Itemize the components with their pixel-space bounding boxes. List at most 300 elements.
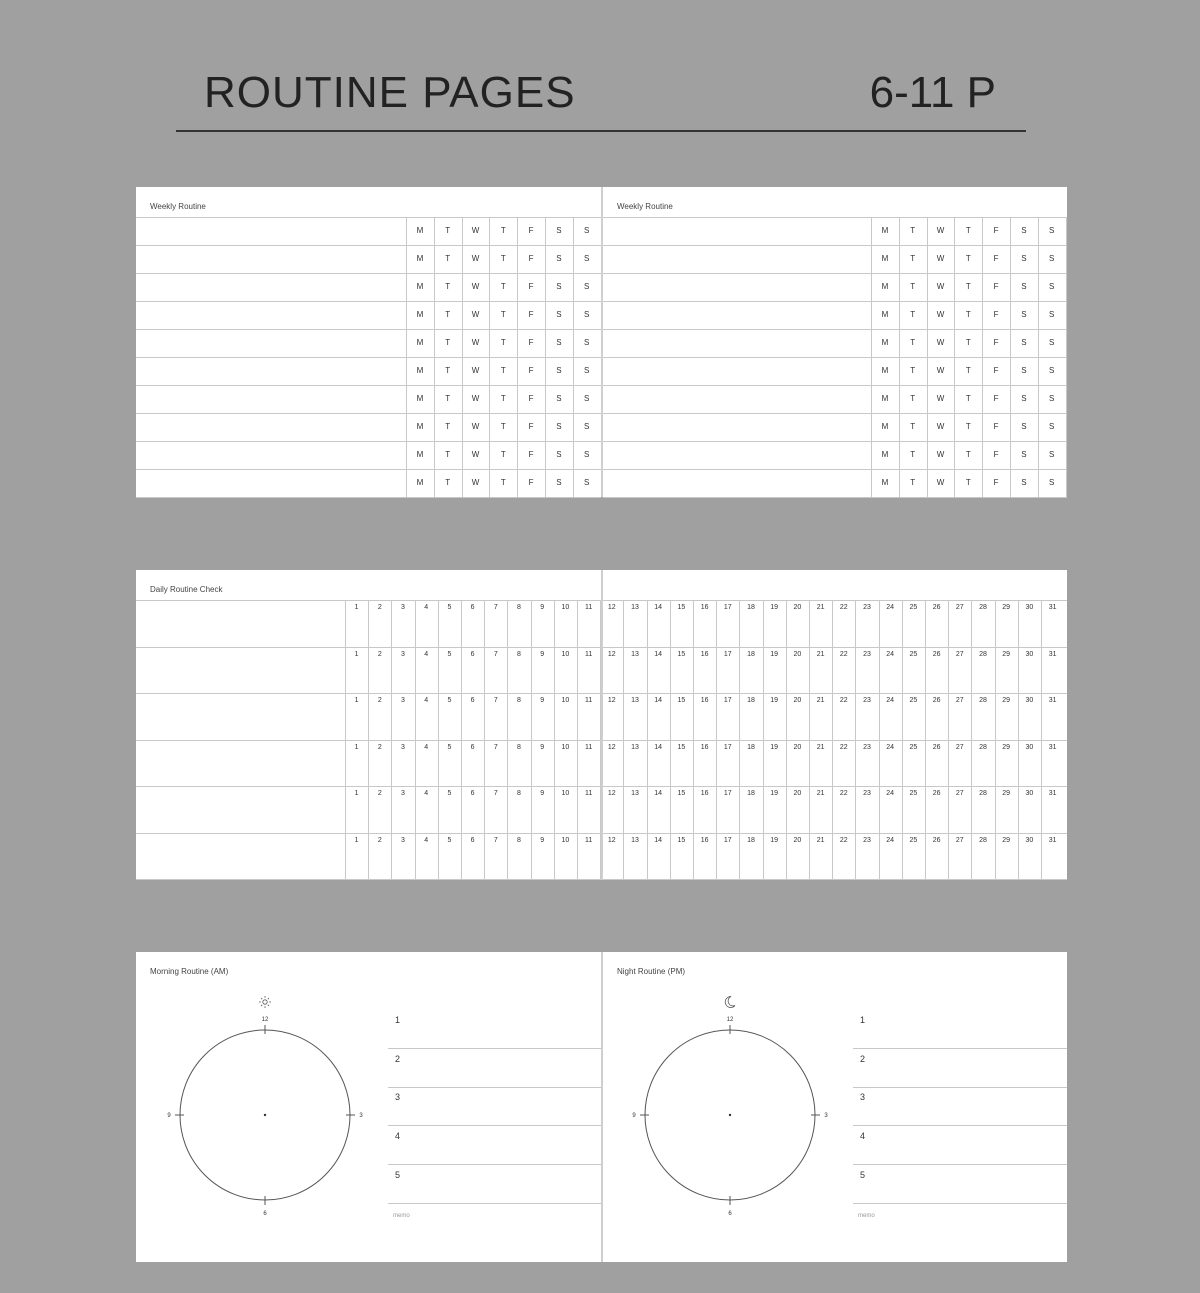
routine-line[interactable] [388, 1087, 601, 1088]
day-number: 15 [677, 836, 686, 844]
weekday-label: W [936, 282, 945, 291]
weekday-label: T [445, 310, 451, 319]
day-number: 22 [839, 697, 848, 704]
column-divider [899, 217, 900, 497]
column-divider [809, 600, 810, 879]
column-divider [1066, 217, 1067, 497]
weekday-label: T [910, 338, 916, 347]
weekday-label: M [881, 422, 889, 431]
day-number: 27 [955, 697, 964, 704]
weekday-label: W [936, 226, 945, 235]
clock-label-9: 9 [632, 1113, 636, 1119]
weekday-label: T [910, 394, 916, 403]
day-number: 25 [909, 604, 918, 611]
day-number: 30 [1025, 697, 1034, 704]
day-number: 27 [955, 650, 964, 658]
day-number: 21 [816, 743, 825, 751]
weekday-label: T [910, 226, 916, 235]
column-divider [368, 600, 369, 879]
column-divider [531, 600, 532, 879]
day-number: 22 [839, 604, 848, 611]
morning-title: Morning Routine (AM) [150, 967, 229, 976]
weekday-label: S [1021, 422, 1027, 431]
weekday-label: W [471, 310, 480, 319]
day-number: 19 [770, 790, 779, 797]
weekday-label: T [910, 422, 916, 431]
day-number: 13 [631, 836, 639, 844]
weekday-label: S [1021, 366, 1027, 375]
day-number: 6 [470, 650, 475, 658]
day-number: 29 [1002, 790, 1011, 797]
day-number: 22 [839, 836, 848, 844]
day-number: 14 [654, 650, 663, 658]
column-divider [927, 217, 928, 497]
column-divider [739, 600, 740, 879]
weekday-label: S [556, 394, 562, 403]
night-title: Night Routine (PM) [617, 967, 686, 976]
weekday-label: M [416, 226, 424, 235]
weekday-label: S [556, 478, 562, 487]
weekday-label: W [471, 422, 480, 431]
day-number: 18 [747, 650, 755, 658]
am-pm-routine-spread [136, 952, 1067, 1262]
day-number: 1 [354, 790, 359, 797]
weekday-label: T [965, 338, 971, 347]
weekday-label: F [528, 226, 534, 235]
day-number: 27 [955, 743, 964, 751]
day-number: 18 [747, 743, 755, 751]
column-divider [879, 600, 880, 879]
row-divider [136, 413, 601, 414]
weekday-label: S [1049, 450, 1055, 459]
day-number: 24 [886, 836, 895, 844]
weekday-label: W [471, 282, 480, 291]
column-divider [461, 600, 462, 879]
day-number: 31 [1048, 790, 1057, 797]
routine-item-number: 4 [860, 1131, 866, 1142]
day-number: 18 [747, 836, 755, 844]
day-number: 20 [793, 790, 802, 797]
weekday-label: F [993, 422, 999, 431]
day-number: 1 [354, 650, 359, 658]
day-number: 12 [607, 650, 616, 658]
day-number: 2 [377, 743, 382, 751]
day-number: 10 [561, 836, 570, 844]
weekday-label: W [936, 338, 945, 347]
day-number: 19 [770, 650, 779, 658]
day-number: 6 [470, 790, 475, 797]
weekday-label: F [528, 254, 534, 263]
weekday-label: S [556, 310, 562, 319]
row-divider [603, 357, 1067, 358]
weekday-label: M [416, 478, 424, 487]
weekday-label: W [936, 422, 945, 431]
weekday-label: T [965, 394, 971, 403]
weekday-label: M [416, 450, 424, 459]
day-number: 23 [863, 650, 871, 658]
day-number: 30 [1025, 836, 1034, 844]
row-divider [136, 385, 601, 386]
weekday-label: S [1049, 282, 1055, 291]
day-number: 16 [700, 790, 709, 797]
column-divider [693, 600, 694, 879]
weekday-label: T [965, 450, 971, 459]
day-number: 15 [677, 790, 686, 797]
day-number: 10 [561, 790, 570, 797]
weekday-label: T [500, 254, 506, 263]
morning-routine-page [136, 952, 601, 1262]
day-number: 28 [979, 743, 987, 751]
row-divider [603, 273, 1067, 274]
weekday-label: S [1021, 450, 1027, 459]
day-number: 9 [540, 604, 545, 611]
weekday-label: S [1021, 478, 1027, 487]
day-number: 11 [584, 790, 593, 797]
weekday-label: S [1021, 254, 1027, 263]
routine-line[interactable] [853, 1048, 1067, 1049]
day-number: 30 [1025, 604, 1034, 611]
weekday-label: S [1021, 338, 1027, 347]
moon-icon [725, 996, 735, 1007]
weekday-label: S [1021, 310, 1027, 319]
weekday-label: T [910, 310, 916, 319]
weekday-label: S [1049, 226, 1055, 235]
day-number: 4 [424, 743, 429, 751]
weekday-label: M [416, 394, 424, 403]
clock-label-9: 9 [167, 1113, 171, 1119]
weekday-label: T [910, 254, 916, 263]
weekday-label: T [910, 366, 916, 375]
night-memo-label: memo [858, 1213, 875, 1219]
day-number: 22 [839, 790, 848, 797]
sun-icon [259, 996, 271, 1008]
day-number: 21 [816, 790, 825, 797]
weekday-label: M [881, 450, 889, 459]
routine-line[interactable] [853, 1203, 1067, 1204]
weekday-label: T [445, 478, 451, 487]
day-number: 23 [863, 604, 871, 611]
day-number: 9 [540, 697, 545, 704]
day-number: 16 [700, 650, 709, 658]
weekday-label: T [500, 450, 506, 459]
day-number: 10 [561, 743, 570, 751]
day-number: 25 [909, 790, 918, 797]
day-number: 8 [517, 790, 521, 797]
column-divider [925, 600, 926, 879]
day-number: 20 [793, 604, 802, 611]
routine-line[interactable] [388, 1125, 601, 1126]
day-number: 5 [447, 836, 452, 844]
routine-line[interactable] [388, 1164, 601, 1165]
weekly-routine-spread [136, 187, 1067, 497]
day-number: 18 [747, 697, 755, 704]
day-number: 29 [1002, 604, 1011, 611]
day-number: 11 [584, 836, 593, 844]
row-divider [136, 301, 601, 302]
day-number: 4 [424, 697, 429, 704]
column-divider [489, 217, 490, 497]
clock-label-12: 12 [726, 1017, 734, 1023]
day-number: 23 [863, 790, 871, 797]
day-number: 8 [517, 604, 521, 611]
day-number: 31 [1048, 604, 1057, 611]
weekday-label: S [556, 422, 562, 431]
clock-label-6: 6 [263, 1211, 267, 1217]
day-number: 31 [1048, 743, 1057, 751]
day-number: 20 [793, 743, 802, 751]
day-number: 16 [700, 697, 709, 704]
day-number: 5 [447, 697, 452, 704]
night-clock [631, 994, 831, 1219]
day-number: 18 [747, 604, 755, 611]
row-divider [603, 497, 1067, 498]
day-number: 12 [607, 604, 616, 611]
weekday-label: F [528, 282, 534, 291]
day-number: 14 [654, 697, 663, 704]
weekday-label: S [556, 282, 562, 291]
day-number: 11 [584, 697, 593, 704]
weekly-routine-left-page [136, 187, 601, 497]
weekday-label: S [584, 282, 590, 291]
day-number: 26 [932, 650, 941, 658]
weekday-label: M [416, 338, 424, 347]
day-number: 23 [863, 836, 871, 844]
column-divider [971, 600, 972, 879]
weekday-label: M [416, 422, 424, 431]
day-number: 31 [1048, 697, 1057, 704]
page-header [176, 60, 1026, 132]
weekday-label: S [1021, 394, 1027, 403]
day-number: 14 [654, 604, 663, 611]
weekday-label: S [584, 338, 590, 347]
weekday-label: T [445, 366, 451, 375]
weekday-label: S [584, 478, 590, 487]
day-number: 7 [493, 604, 498, 611]
day-number: 24 [886, 697, 895, 704]
routine-item-number: 2 [860, 1053, 866, 1064]
page-title: ROUTINE PAGES [204, 68, 576, 117]
weekday-label: S [1021, 226, 1027, 235]
row-divider [603, 385, 1067, 386]
weekday-label: S [556, 450, 562, 459]
row-divider [603, 217, 1067, 218]
day-number: 12 [607, 790, 616, 797]
day-number: 5 [447, 790, 452, 797]
day-number: 19 [770, 697, 779, 704]
weekday-label: S [584, 310, 590, 319]
weekday-label: T [965, 226, 971, 235]
day-number: 7 [493, 697, 498, 704]
row-divider [603, 329, 1067, 330]
weekday-label: S [1049, 310, 1055, 319]
day-number: 27 [955, 836, 964, 844]
row-divider [136, 441, 601, 442]
spread-gutter [601, 187, 603, 497]
day-number: 16 [700, 836, 709, 844]
day-number: 15 [677, 743, 686, 751]
column-divider [438, 600, 439, 879]
weekday-label: M [416, 366, 424, 375]
day-number: 10 [561, 697, 570, 704]
weekday-label: S [584, 366, 590, 375]
day-number: 25 [909, 650, 918, 658]
day-number: 22 [839, 650, 848, 658]
day-number: 17 [723, 743, 732, 751]
column-divider [1038, 217, 1039, 497]
weekday-label: S [1049, 366, 1055, 375]
day-number: 30 [1025, 743, 1034, 751]
weekday-label: F [528, 422, 534, 431]
column-divider [434, 217, 435, 497]
day-number: 3 [401, 697, 405, 704]
day-number: 4 [424, 836, 429, 844]
day-number: 11 [584, 604, 593, 611]
day-number: 30 [1025, 650, 1034, 658]
daily-title: Daily Routine Check [150, 585, 223, 594]
routine-line[interactable] [388, 1203, 601, 1204]
day-number: 19 [770, 836, 779, 844]
weekly-routine-right-page [603, 187, 1067, 497]
weekday-label: F [528, 366, 534, 375]
row-divider [136, 329, 601, 330]
weekday-label: S [1049, 254, 1055, 263]
day-number: 5 [447, 650, 452, 658]
day-number: 11 [584, 743, 593, 751]
day-number: 30 [1025, 790, 1034, 797]
routine-line[interactable] [388, 1048, 601, 1049]
night-routine-page [603, 952, 1067, 1262]
day-number: 14 [654, 743, 663, 751]
day-number: 27 [955, 790, 964, 797]
day-number: 6 [470, 697, 475, 704]
day-number: 12 [607, 743, 616, 751]
day-number: 26 [932, 790, 941, 797]
weekday-label: F [993, 310, 999, 319]
column-divider [623, 600, 624, 879]
spread-gutter [601, 952, 603, 1262]
day-number: 3 [401, 650, 405, 658]
column-divider [1041, 600, 1042, 879]
day-number: 8 [517, 836, 521, 844]
day-number: 10 [561, 650, 570, 658]
day-number: 28 [979, 650, 987, 658]
daily-routine-spread [136, 570, 1067, 880]
column-divider [1018, 600, 1019, 879]
day-number: 3 [401, 836, 405, 844]
weekday-label: S [584, 422, 590, 431]
weekday-label: T [445, 394, 451, 403]
column-divider [902, 600, 903, 879]
spread-gutter [601, 570, 603, 880]
weekday-label: W [471, 450, 480, 459]
weekday-label: M [416, 282, 424, 291]
morning-clock [166, 994, 366, 1219]
weekday-label: T [500, 422, 506, 431]
day-number: 5 [447, 604, 452, 611]
clock-label-3: 3 [824, 1113, 828, 1119]
weekday-label: S [1049, 422, 1055, 431]
weekday-label: S [1021, 282, 1027, 291]
day-number: 24 [886, 743, 895, 751]
day-number: 13 [631, 604, 639, 611]
day-number: 21 [816, 650, 825, 658]
weekday-label: T [500, 338, 506, 347]
weekday-label: F [528, 394, 534, 403]
weekday-label: T [910, 450, 916, 459]
day-number: 23 [863, 697, 871, 704]
weekday-label: T [445, 450, 451, 459]
day-number: 28 [979, 604, 987, 611]
routine-item-number: 4 [395, 1131, 401, 1142]
day-number: 9 [540, 790, 545, 797]
row-divider [136, 469, 601, 470]
day-number: 26 [932, 697, 941, 704]
day-number: 17 [723, 604, 732, 611]
day-number: 28 [979, 790, 987, 797]
weekday-label: W [936, 394, 945, 403]
weekday-label: T [500, 310, 506, 319]
routine-item-number: 5 [395, 1169, 401, 1180]
row-divider [603, 469, 1067, 470]
day-number: 28 [979, 836, 987, 844]
day-number: 20 [793, 697, 802, 704]
day-number: 13 [631, 743, 639, 751]
day-number: 2 [377, 697, 382, 704]
day-number: 2 [377, 650, 382, 658]
day-number: 5 [447, 743, 452, 751]
routine-line[interactable] [853, 1164, 1067, 1165]
day-number: 29 [1002, 650, 1011, 658]
day-number: 25 [909, 743, 918, 751]
day-number: 9 [540, 743, 545, 751]
day-number: 15 [677, 650, 686, 658]
weekday-label: F [528, 478, 534, 487]
day-number: 15 [677, 604, 686, 611]
day-number: 3 [401, 604, 405, 611]
day-number: 24 [886, 604, 895, 611]
day-number: 22 [839, 743, 848, 751]
weekday-label: T [445, 338, 451, 347]
day-number: 12 [607, 697, 616, 704]
weekday-label: T [965, 366, 971, 375]
day-number: 20 [793, 836, 802, 844]
day-number: 31 [1048, 836, 1057, 844]
column-divider [1010, 217, 1011, 497]
row-divider [603, 301, 1067, 302]
page-range: 6-11 P [869, 68, 996, 117]
day-number: 2 [377, 836, 382, 844]
row-divider [603, 441, 1067, 442]
weekday-label: T [445, 422, 451, 431]
weekday-label: M [416, 254, 424, 263]
column-divider [871, 217, 872, 497]
weekday-label: M [881, 366, 889, 375]
day-number: 4 [424, 790, 429, 797]
weekday-label: F [993, 450, 999, 459]
day-number: 28 [979, 697, 987, 704]
clock-label-3: 3 [359, 1113, 363, 1119]
routine-line[interactable] [853, 1125, 1067, 1126]
weekday-label: S [1049, 338, 1055, 347]
day-number: 20 [793, 650, 802, 658]
weekday-label: F [993, 366, 999, 375]
day-number: 1 [354, 836, 359, 844]
day-number: 19 [770, 604, 779, 611]
routine-line[interactable] [853, 1087, 1067, 1088]
weekday-label: S [584, 254, 590, 263]
day-number: 13 [631, 790, 639, 797]
day-number: 31 [1048, 650, 1057, 658]
